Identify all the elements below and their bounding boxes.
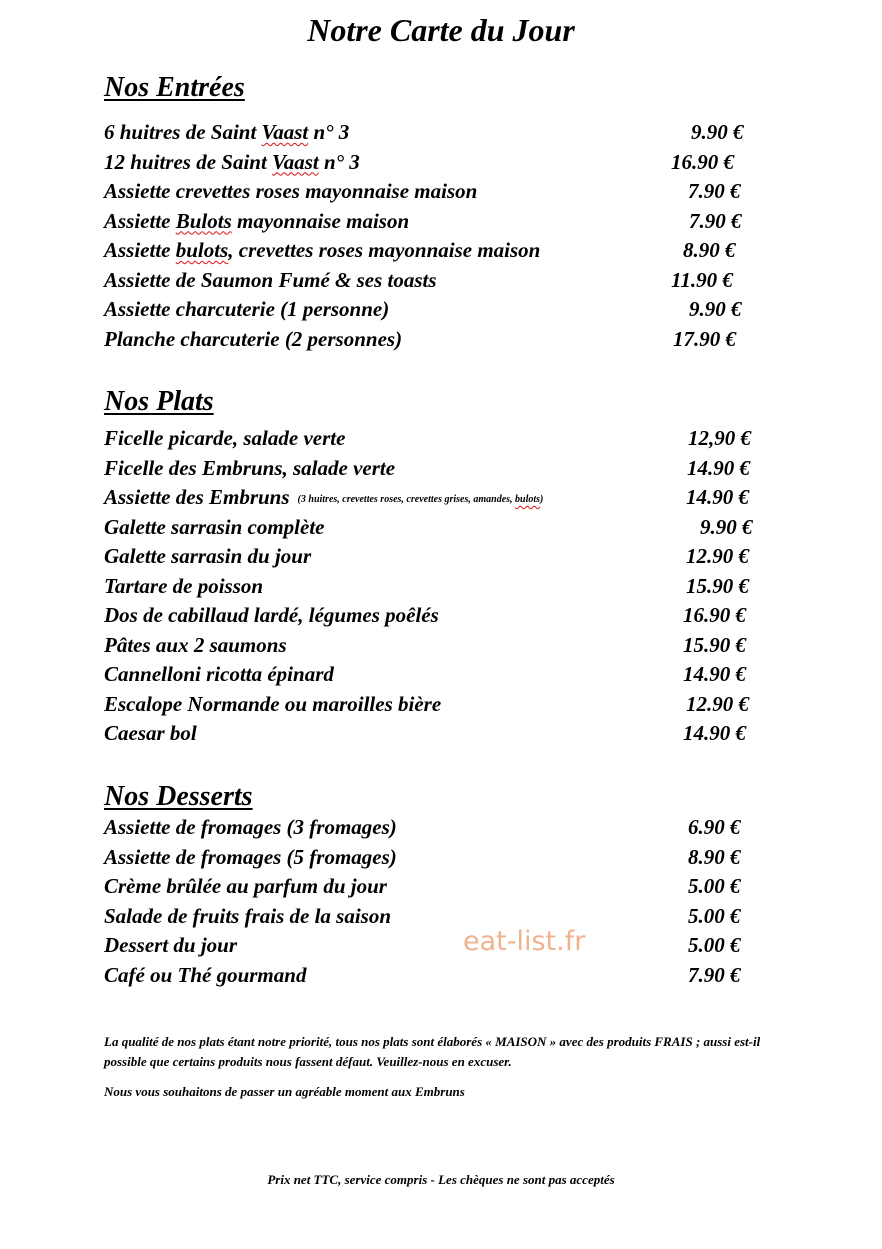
menu-item [104,872,741,902]
item-price: 6.90 € [688,815,741,839]
item-price: 9.90 € [689,297,742,321]
item-name: Crème brûlée au parfum du jour [104,874,387,898]
section-title-desserts: Nos Desserts [104,781,253,812]
menu-item [104,542,749,572]
menu-item [104,236,736,266]
item-price: 12.90 € [686,691,749,716]
item-name: Assiette crevettes roses mayonnaise maison [104,179,478,203]
item-name-pre: 6 huitres de Saint [104,120,262,144]
welcome-message: Nous vous souhaitons de passer un agréable moment aux Embruns [104,1084,465,1099]
item-price: 14.90 € [686,485,749,509]
item-name: Assiette de fromages (3 fromages) [104,815,397,839]
menu-title: Notre Carte du Jour [307,12,575,48]
item-note [298,494,544,505]
menu-item [104,813,741,843]
item-name-pre: Assiette [104,208,176,233]
item-name: Ficelle picarde, salade verte [104,426,346,450]
menu-item [104,719,746,749]
item-price: 14.90 € [683,662,746,686]
watermark: eat-list.fr [463,926,586,957]
item-name: Salade de fruits frais de la saison [104,903,392,928]
item-name-post: mayonnaise maison [231,208,410,233]
menu-item [104,631,746,661]
menu-item [104,118,744,148]
item-name: Planche charcuterie (2 personnes) [104,326,403,351]
menu-item [104,148,734,178]
menu-item [104,601,746,631]
section-title-entrees: Nos Entrées [104,72,245,103]
item-name: Café ou Thé gourmand [104,962,307,987]
item-price: 12,90 € [688,426,751,450]
item-name-flagged: bulots [175,238,229,262]
item-name-pre: Assiette [104,238,176,262]
item-price: 17.90 € [673,326,736,351]
item-name: Assiette des Embruns [104,485,290,509]
item-name-post: , crevettes roses mayonnaise maison [228,238,541,262]
item-price: 12.90 € [686,544,749,568]
item-name-pre: 12 huitres de Saint [104,149,273,174]
menu-item [104,902,741,932]
item-name: Assiette de fromages (5 fromages) [104,844,397,869]
item-name: Dessert du jour [104,933,238,957]
menu-item [104,660,746,690]
item-name: Tartare de poisson [104,573,264,598]
item-price: 7.90 € [689,208,742,233]
menu-item [104,572,749,602]
menu-item [104,961,741,991]
menu-item [104,690,749,720]
item-price: 9.90 € [691,120,744,144]
item-name: Cannelloni ricotta épinard [104,662,334,686]
item-note-post: ) [540,494,544,505]
item-name-flagged: Vaast [272,149,319,174]
item-price: 16.90 € [683,603,746,627]
item-name: Assiette de Saumon Fumé & ses toasts [104,267,437,292]
item-price: 14.90 € [683,721,746,745]
item-name: Galette sarrasin complète [104,514,325,539]
item-price: 11.90 € [671,267,733,292]
item-price: 15.90 € [686,573,749,598]
entrees-list [104,118,744,354]
menu-item [104,177,741,207]
quality-disclaimer: La qualité de nos plats étant notre priorité, tous nos plats sont élaborés « MAISON » avec des produits FRAIS ; aussi est-il possible que certains produits nous fassent défaut. Veuillez-nous en excuser. [104,1034,761,1069]
menu-item [104,483,749,513]
item-name: Dos de cabillaud lardé, légumes poêlés [104,603,439,627]
item-price: 8.90 € [688,844,741,869]
item-price: 15.90 € [683,632,746,657]
item-name-post: n° 3 [308,120,350,144]
item-note-flagged: bulots [515,494,541,505]
item-price: 8.90 € [683,238,736,262]
item-name: Pâtes aux 2 saumons [104,632,287,657]
item-name-flagged: Vaast [261,120,309,144]
menu-item [104,513,753,543]
item-price: 16.90 € [671,149,734,174]
item-price: 5.00 € [688,874,741,898]
item-name: Galette sarrasin du jour [104,544,312,568]
item-price: 7.90 € [688,179,741,203]
price-footer: Prix net TTC, service compris - Les chèques ne sont pas acceptés [267,1172,615,1187]
menu-item [104,325,736,355]
plats-list [104,424,753,749]
item-name: Caesar bol [104,721,197,745]
item-price: 14.90 € [687,455,750,480]
item-name-post: n° 3 [318,149,360,174]
item-note-pre: (3 huitres, crevettes roses, crevettes grises, amandes, [297,494,516,505]
item-name-flagged: Bulots [175,208,232,233]
menu-item [104,454,750,484]
menu-item [104,207,742,237]
section-title-plats: Nos Plats [104,386,214,417]
menu-item [104,843,741,873]
item-price: 7.90 € [688,962,741,987]
menu-item [104,295,742,325]
item-name: Ficelle des Embruns, salade verte [104,455,396,480]
menu-item [104,424,751,454]
item-price: 5.00 € [688,933,741,957]
item-price: 9.90 € [700,514,753,539]
item-name: Escalope Normande ou maroilles bière [104,691,442,716]
item-name: Assiette charcuterie (1 personne) [104,297,390,321]
menu-item [104,266,733,296]
item-price: 5.00 € [688,903,741,928]
